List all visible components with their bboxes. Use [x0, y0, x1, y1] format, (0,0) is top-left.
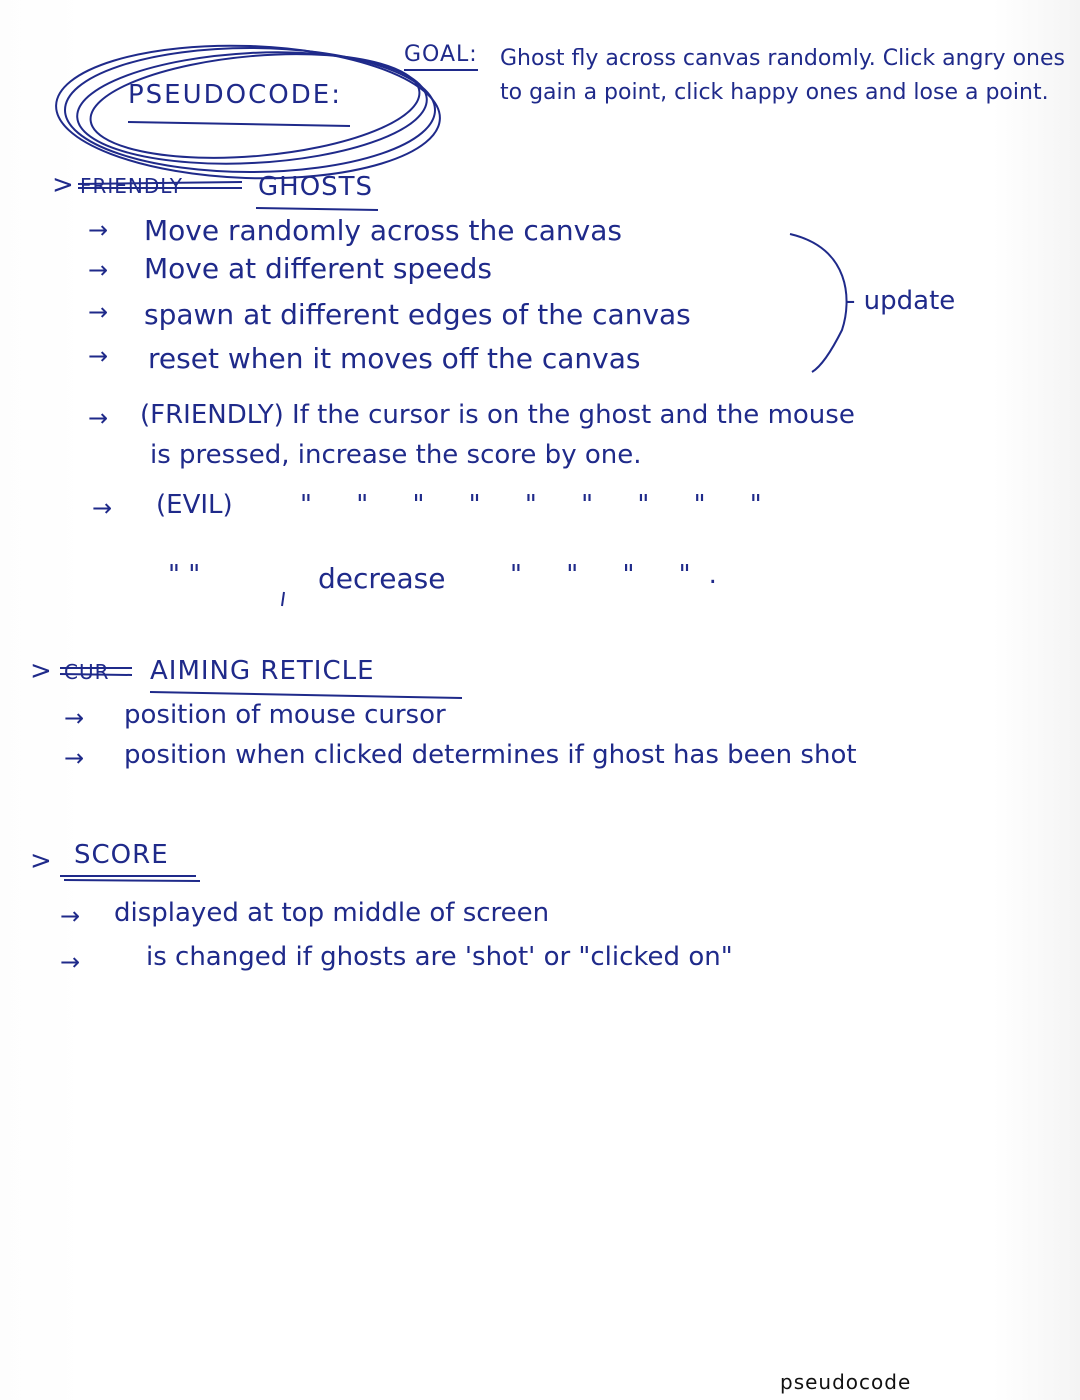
arrow-icon: → [60, 902, 81, 930]
arrow-icon: → [92, 494, 113, 522]
arrow-icon: → [64, 704, 85, 732]
score-item: displayed at top middle of screen [114, 898, 550, 928]
section-heading-aiming-reticle: AIMING RETICLE [150, 656, 375, 686]
title-underline [128, 122, 350, 126]
section-marker: > [30, 846, 52, 876]
score-item: is changed if ghosts are 'shot' or "clicked on" [146, 942, 733, 972]
evil-decrease: decrease [318, 562, 446, 595]
page-title: PSEUDOCODE: [128, 80, 342, 110]
struck-word: CUR [64, 660, 110, 684]
section-marker: > [52, 170, 74, 200]
evil-ditto-marks-a: " " [168, 560, 201, 590]
evil-label: (EVIL) [156, 490, 233, 520]
section-marker: > [30, 656, 52, 686]
update-bracket [790, 234, 847, 372]
arrow-icon: → [88, 256, 109, 284]
ghost-item: spawn at different edges of the canvas [144, 298, 691, 331]
ghosts-underline [256, 208, 378, 210]
arrow-icon: → [60, 948, 81, 976]
footer-label: pseudocode [780, 1370, 912, 1394]
evil-ditto-marks: " " " " " " " " " [300, 490, 780, 520]
friendly-line-2: is pressed, increase the score by one. [150, 440, 642, 470]
arrow-icon: → [88, 404, 109, 432]
arrow-icon: → [64, 744, 85, 772]
ditto-comma [282, 592, 284, 606]
score-underline-2 [64, 880, 200, 881]
goal-label: GOAL: [404, 42, 478, 67]
aiming-underline [150, 692, 462, 698]
struck-word: FRIENDLY [80, 174, 183, 198]
arrow-icon: → [88, 298, 109, 326]
ghost-item: Move at different speeds [144, 252, 493, 285]
ghost-item: Move randomly across the canvas [144, 214, 622, 247]
arrow-icon: → [88, 216, 109, 244]
section-heading-score: SCORE [74, 840, 169, 870]
friendly-line-1: (FRIENDLY) If the cursor is on the ghost and the mouse [140, 400, 855, 430]
reticle-item: position when clicked determines if ghost has been shot [124, 740, 857, 770]
reticle-item: position of mouse cursor [124, 700, 446, 730]
title-oval-1 [65, 48, 435, 172]
arrow-icon: → [88, 342, 109, 370]
section-heading-ghosts: GHOSTS [258, 172, 374, 202]
goal-text: Ghost fly across canvas randomly. Click angry ones to gain a point, click happy ones and lose a point. [500, 46, 1065, 105]
bracket-note: - update [846, 286, 956, 316]
evil-ditto-marks-b: " " " ". [510, 560, 735, 590]
ghost-item: reset when it moves off the canvas [148, 342, 641, 375]
